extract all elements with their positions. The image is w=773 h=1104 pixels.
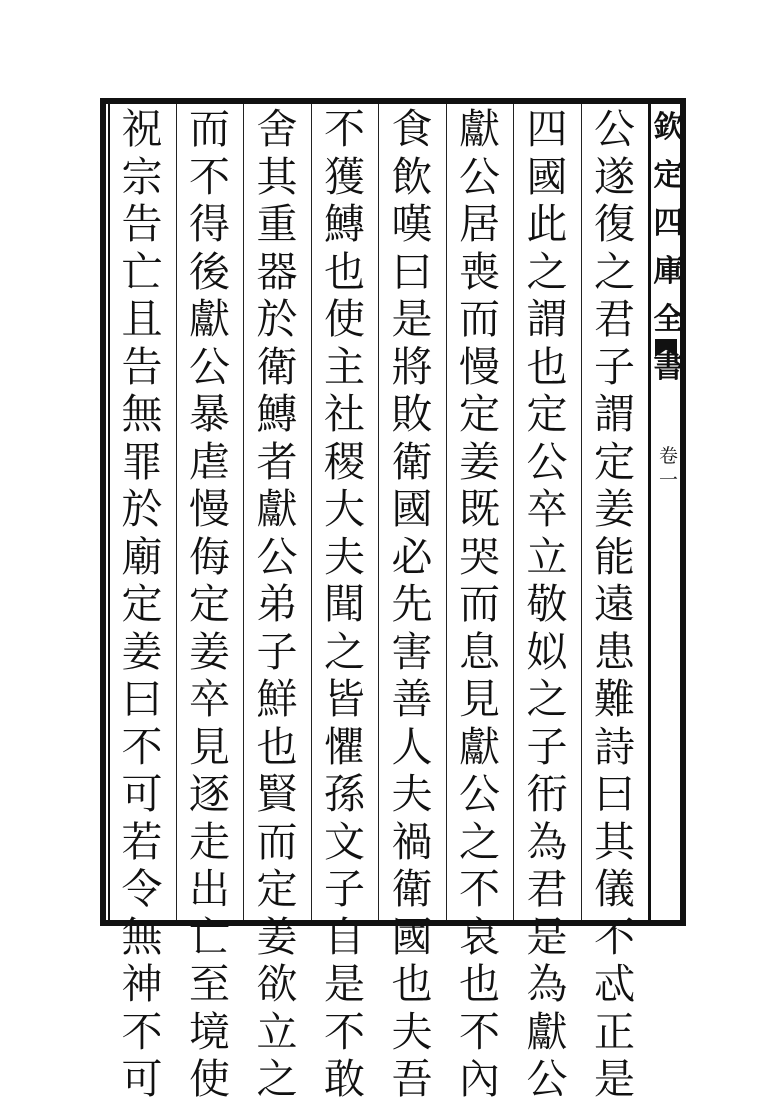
character: 境	[189, 1007, 230, 1056]
column-rule	[176, 104, 177, 920]
character: 將	[391, 342, 433, 391]
character: 也	[324, 247, 365, 296]
character: 出	[189, 865, 230, 913]
character: 文	[324, 817, 365, 866]
character: 儀	[594, 865, 635, 913]
character: 祝	[121, 105, 163, 153]
character: 衛	[256, 342, 298, 391]
character: 子	[526, 722, 568, 771]
character: 姜	[121, 627, 163, 676]
text-column	[314, 105, 376, 1103]
character: 立	[256, 1007, 298, 1056]
character: 且	[121, 295, 163, 343]
character: 衛	[391, 865, 433, 913]
character: 姒	[526, 627, 568, 676]
character: 不	[594, 912, 635, 961]
character: 子	[324, 865, 365, 913]
character: 鱄	[324, 200, 365, 248]
character: 使	[324, 295, 365, 343]
character: 定	[459, 390, 500, 438]
character: 居	[459, 200, 500, 248]
character: 於	[121, 485, 163, 533]
character: 姜	[594, 485, 635, 533]
character: 不	[459, 1007, 500, 1056]
character: 遂	[594, 152, 635, 201]
character: 不	[459, 865, 500, 913]
character: 也	[526, 342, 568, 391]
character: 此	[526, 200, 568, 248]
character: 者	[256, 437, 298, 486]
character: 是	[391, 295, 433, 343]
character: 若	[121, 817, 163, 866]
character: 姜	[256, 912, 298, 961]
character: 後	[189, 247, 230, 296]
character: 器	[256, 247, 298, 296]
character: 吾	[391, 1055, 433, 1103]
character: 定	[256, 865, 298, 913]
character: 必	[391, 532, 433, 581]
character: 食	[391, 105, 433, 153]
character: 定	[594, 437, 635, 486]
character: 社	[324, 390, 365, 438]
character: 不	[324, 1007, 365, 1056]
character: 詩	[594, 722, 635, 771]
character: 不	[324, 105, 365, 153]
character: 卒	[526, 485, 568, 533]
page-margin	[651, 104, 686, 920]
character: 慢	[189, 485, 230, 533]
column-rule	[446, 104, 447, 920]
character: 夫	[391, 770, 433, 818]
character: 聞	[324, 580, 365, 628]
book-title-char: 四	[653, 206, 684, 241]
character: 喪	[459, 247, 500, 296]
column-rule	[378, 104, 379, 920]
character: 患	[594, 627, 635, 676]
character: 嘆	[391, 200, 433, 248]
character: 哭	[459, 532, 500, 581]
character: 告	[121, 200, 163, 248]
character: 敢	[324, 1055, 365, 1103]
character: 也	[256, 722, 298, 771]
column-rule	[311, 104, 312, 920]
character: 廟	[121, 532, 163, 581]
character: 定	[526, 390, 568, 438]
character: 敗	[391, 390, 433, 438]
character: 而	[459, 580, 500, 628]
character: 舍	[256, 105, 298, 153]
character: 令	[121, 865, 163, 913]
character: 卒	[189, 675, 230, 723]
character: 可	[121, 1055, 163, 1103]
character: 夫	[391, 1007, 433, 1056]
text-column	[179, 105, 241, 1103]
character: 國	[391, 912, 433, 961]
character: 神	[121, 960, 163, 1008]
character: 於	[256, 295, 298, 343]
character: 罪	[121, 437, 163, 486]
character: 禍	[391, 817, 433, 866]
character: 皆	[324, 675, 365, 723]
character: 衛	[391, 437, 433, 486]
character: 至	[189, 960, 230, 1008]
character: 無	[121, 390, 163, 438]
character: 君	[594, 295, 635, 343]
character: 善	[391, 675, 433, 723]
character: 孫	[324, 770, 365, 818]
character: 獻	[526, 1007, 568, 1056]
character: 暴	[189, 390, 230, 438]
character: 敬	[526, 580, 568, 628]
character: 立	[526, 532, 568, 581]
volume-label	[651, 444, 686, 492]
character: 重	[256, 200, 298, 248]
character: 得	[189, 200, 230, 248]
character: 先	[391, 580, 433, 628]
character: 大	[324, 485, 365, 533]
character: 復	[594, 200, 635, 248]
character: 遠	[594, 580, 635, 628]
character: 無	[121, 912, 163, 961]
character: 能	[594, 532, 635, 581]
character: 夫	[324, 532, 365, 581]
character: 公	[189, 342, 230, 391]
character: 不	[121, 1007, 163, 1056]
character: 公	[594, 105, 635, 153]
character: 忒	[594, 960, 635, 1008]
character: 謂	[526, 295, 568, 343]
character: 獻	[459, 105, 500, 153]
character: 曰	[594, 770, 635, 818]
character: 自	[324, 912, 365, 961]
character: 之	[256, 1055, 298, 1103]
character: 息	[459, 627, 500, 676]
text-column	[449, 105, 511, 1103]
character: 見	[459, 675, 500, 723]
character: 公	[526, 1055, 568, 1103]
character: 子	[594, 342, 635, 391]
volume-label-char: 卷	[658, 445, 678, 467]
character: 宗	[121, 152, 163, 201]
character: 謂	[594, 390, 635, 438]
character: 其	[594, 817, 635, 866]
book-title-char: 全	[653, 302, 684, 337]
character: 國	[526, 152, 568, 201]
character: 獲	[324, 152, 365, 201]
book-title-char: 書	[653, 350, 684, 385]
character: 君	[526, 865, 568, 913]
character: 曰	[121, 675, 163, 723]
character: 懼	[324, 722, 365, 771]
character: 不	[189, 152, 230, 201]
character: 公	[459, 770, 500, 818]
character: 亡	[189, 912, 230, 961]
character: 害	[391, 627, 433, 676]
character: 是	[594, 1055, 635, 1103]
character: 主	[324, 342, 365, 391]
inner-border-left	[108, 104, 110, 920]
character: 四	[526, 105, 568, 153]
character: 見	[189, 722, 230, 771]
book-title-char: 庫	[653, 254, 684, 289]
character: 公	[526, 437, 568, 486]
character: 賢	[256, 770, 298, 818]
book-title-char: 欽	[653, 110, 684, 145]
character: 是	[526, 912, 568, 961]
character: 人	[391, 722, 433, 771]
character: 曰	[391, 247, 433, 296]
character: 鱄	[256, 390, 298, 438]
character: 欲	[256, 960, 298, 1008]
character: 姜	[189, 627, 230, 676]
character: 鮮	[256, 675, 298, 723]
character: 亡	[121, 247, 163, 296]
character: 告	[121, 342, 163, 391]
character: 定	[189, 580, 230, 628]
character: 正	[594, 1007, 635, 1056]
character: 難	[594, 675, 635, 723]
character: 為	[526, 960, 568, 1008]
volume-label-char: 一	[658, 469, 678, 491]
character: 侮	[189, 532, 230, 581]
character: 獻	[459, 722, 500, 771]
character: 逐	[189, 770, 230, 818]
character: 而	[189, 105, 230, 153]
character: 之	[526, 247, 568, 296]
text-column	[584, 105, 646, 1103]
character: 姜	[459, 437, 500, 486]
column-rule	[513, 104, 514, 920]
character: 之	[324, 627, 365, 676]
character: 既	[459, 485, 500, 533]
character: 獻	[256, 485, 298, 533]
character: 而	[459, 295, 500, 343]
text-column	[246, 105, 308, 1103]
character: 衎	[526, 770, 568, 818]
character: 慢	[459, 342, 500, 391]
character: 使	[189, 1055, 230, 1103]
book-title-char: 定	[653, 158, 684, 193]
character: 之	[526, 675, 568, 723]
character: 之	[459, 817, 500, 866]
character: 飲	[391, 152, 433, 201]
character: 走	[189, 817, 230, 866]
column-rule	[581, 104, 582, 920]
text-column	[111, 105, 173, 1103]
character: 弟	[256, 580, 298, 628]
character: 其	[256, 152, 298, 201]
column-rule	[243, 104, 244, 920]
character: 之	[594, 247, 635, 296]
text-column	[516, 105, 578, 1103]
character: 子	[256, 627, 298, 676]
character: 不	[121, 722, 163, 771]
character: 是	[324, 960, 365, 1008]
character: 為	[526, 817, 568, 866]
character: 虐	[189, 437, 230, 486]
character: 獻	[189, 295, 230, 343]
character: 稷	[324, 437, 365, 486]
character: 國	[391, 485, 433, 533]
character: 也	[459, 960, 500, 1008]
character: 可	[121, 770, 163, 818]
character: 也	[391, 960, 433, 1008]
character: 而	[256, 817, 298, 866]
text-column	[381, 105, 443, 1103]
character: 定	[121, 580, 163, 628]
character: 公	[459, 152, 500, 201]
character: 內	[459, 1055, 500, 1103]
character: 哀	[459, 912, 500, 961]
character: 公	[256, 532, 298, 581]
